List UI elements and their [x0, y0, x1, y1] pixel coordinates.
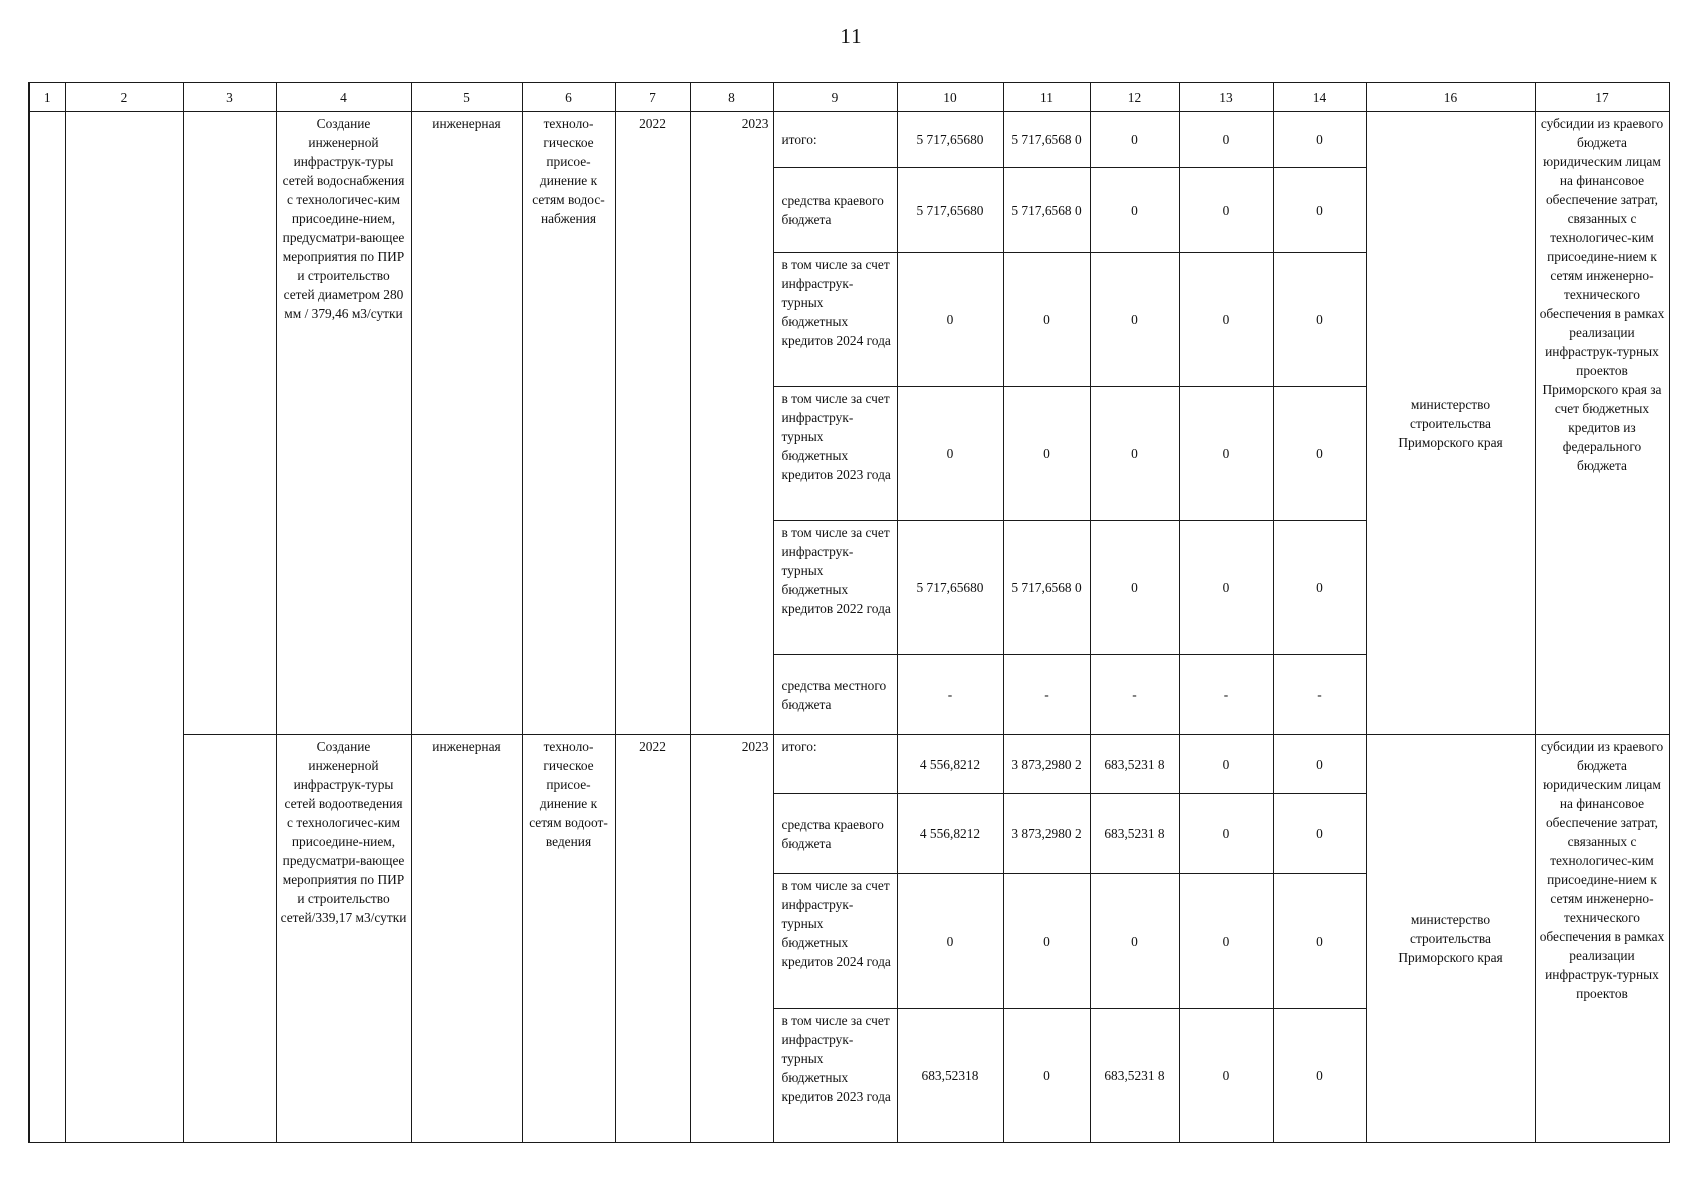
project-name: Создание инженерной инфраструк-туры сетей водоотведения с технологичес-ким присоедине-нием, предусматри-вающее мероприятия по ПИР и строительство сетей/339,17 м3/сутки [276, 735, 411, 1143]
cell-col1 [29, 112, 65, 1143]
funding-source: средства краевого бюджета [773, 794, 897, 874]
col-header-4: 4 [276, 83, 411, 112]
value-col12: 683,5231 8 [1090, 794, 1179, 874]
value-col13: 0 [1179, 1009, 1273, 1143]
responsible-ministry: министерство строительства Приморского края [1366, 112, 1535, 735]
value-col14: 0 [1273, 168, 1366, 253]
col-header-5: 5 [411, 83, 522, 112]
value-col12: 0 [1090, 253, 1179, 387]
value-col11: 5 717,6568 0 [1003, 112, 1090, 168]
value-col14: - [1273, 655, 1366, 735]
col-header-13: 13 [1179, 83, 1273, 112]
value-col11: 0 [1003, 387, 1090, 521]
column-header-row [29, 83, 1669, 112]
funding-source: в том числе за счет инфраструк-турных бюджетных кредитов 2024 года [773, 253, 897, 387]
value-col11: 5 717,6568 0 [1003, 168, 1090, 253]
value-col13: 0 [1179, 253, 1273, 387]
value-col14: 0 [1273, 735, 1366, 794]
value-col13: - [1179, 655, 1273, 735]
year-start: 2022 [615, 735, 690, 1143]
funding-source: итого: [773, 112, 897, 168]
value-col12: 0 [1090, 112, 1179, 168]
funding-source: итого: [773, 735, 897, 794]
funding-source: в том числе за счет инфраструк-турных бюджетных кредитов 2023 года [773, 387, 897, 521]
value-col11: 0 [1003, 253, 1090, 387]
value-col13: 0 [1179, 112, 1273, 168]
project-type: инженерная [411, 112, 522, 735]
project-purpose: техноло-гическое присое-динение к сетям водоот-ведения [522, 735, 615, 1143]
year-start: 2022 [615, 112, 690, 735]
year-end: 2023 [690, 112, 773, 735]
col-header-14: 14 [1273, 83, 1366, 112]
value-col12: 0 [1090, 168, 1179, 253]
value-col13: 0 [1179, 168, 1273, 253]
value-col12: 0 [1090, 521, 1179, 655]
value-col10: 683,52318 [897, 1009, 1003, 1143]
responsible-ministry: министерство строительства Приморского края [1366, 735, 1535, 1143]
col-header-12: 12 [1090, 83, 1179, 112]
value-col11: 0 [1003, 874, 1090, 1009]
col-header-6: 6 [522, 83, 615, 112]
value-col10: 5 717,65680 [897, 521, 1003, 655]
funding-note: субсидии из краевого бюджета юридическим лицам на финансовое обеспечение затрат, связанных с технологичес-ким присоедине-нием к сетям инженерно-технического обеспечения в рамках реализации инфраструк-турных проектов [1535, 735, 1669, 1143]
col-header-8: 8 [690, 83, 773, 112]
cell-col3 [183, 112, 276, 735]
col-header-3: 3 [183, 83, 276, 112]
project-purpose: техноло-гическое присое-динение к сетям водос-набжения [522, 112, 615, 735]
value-col11: 0 [1003, 1009, 1090, 1143]
project-name: Создание инженерной инфраструк-туры сетей водоснабжения с технологичес-ким присоедине-нием, предусматри-вающее мероприятия по ПИР и строительство сетей диаметром 280 мм / 379,46 м3/сутки [276, 112, 411, 735]
value-col10: 5 717,65680 [897, 112, 1003, 168]
value-col11: 3 873,2980 2 [1003, 735, 1090, 794]
funding-source: средства местного бюджета [773, 655, 897, 735]
table-row [29, 735, 1669, 794]
value-col10: - [897, 655, 1003, 735]
value-col12: 683,5231 8 [1090, 735, 1179, 794]
value-col11: 5 717,6568 0 [1003, 521, 1090, 655]
value-col10: 0 [897, 874, 1003, 1009]
value-col10: 4 556,8212 [897, 735, 1003, 794]
value-col11: - [1003, 655, 1090, 735]
funding-note: субсидии из краевого бюджета юридическим лицам на финансовое обеспечение затрат, связанных с технологичес-ким присоедине-нием к сетям инженерно-технического обеспечения в рамках реализации инфраструк-турных проектов Приморского края за счет бюджетных кредитов из федерального бюджета [1535, 112, 1669, 735]
cell-col3 [183, 735, 276, 1143]
project-type: инженерная [411, 735, 522, 1143]
funding-source: средства краевого бюджета [773, 168, 897, 253]
value-col14: 0 [1273, 253, 1366, 387]
value-col10: 4 556,8212 [897, 794, 1003, 874]
value-col14: 0 [1273, 1009, 1366, 1143]
value-col14: 0 [1273, 794, 1366, 874]
col-header-1: 1 [29, 83, 65, 112]
value-col10: 0 [897, 253, 1003, 387]
value-col13: 0 [1179, 794, 1273, 874]
col-header-9: 9 [773, 83, 897, 112]
col-header-11: 11 [1003, 83, 1090, 112]
col-header-16: 16 [1366, 83, 1535, 112]
value-col13: 0 [1179, 521, 1273, 655]
value-col10: 0 [897, 387, 1003, 521]
col-header-7: 7 [615, 83, 690, 112]
year-end: 2023 [690, 735, 773, 1143]
value-col14: 0 [1273, 112, 1366, 168]
funding-source: в том числе за счет инфраструк-турных бюджетных кредитов 2024 года [773, 874, 897, 1009]
value-col10: 5 717,65680 [897, 168, 1003, 253]
value-col14: 0 [1273, 521, 1366, 655]
col-header-2: 2 [65, 83, 183, 112]
value-col13: 0 [1179, 387, 1273, 521]
funding-source: в том числе за счет инфраструк-турных бюджетных кредитов 2023 года [773, 1009, 897, 1143]
value-col12: 0 [1090, 387, 1179, 521]
page-number: 11 [840, 24, 863, 48]
funding-source: в том числе за счет инфраструк-турных бюджетных кредитов 2022 года [773, 521, 897, 655]
col-header-17: 17 [1535, 83, 1669, 112]
cell-col2 [65, 112, 183, 1143]
value-col11: 3 873,2980 2 [1003, 794, 1090, 874]
value-col14: 0 [1273, 874, 1366, 1009]
table-row [29, 112, 1669, 168]
col-header-10: 10 [897, 83, 1003, 112]
value-col14: 0 [1273, 387, 1366, 521]
value-col13: 0 [1179, 874, 1273, 1009]
value-col12: - [1090, 655, 1179, 735]
budget-table [28, 82, 1670, 1143]
value-col12: 0 [1090, 874, 1179, 1009]
value-col13: 0 [1179, 735, 1273, 794]
value-col12: 683,5231 8 [1090, 1009, 1179, 1143]
